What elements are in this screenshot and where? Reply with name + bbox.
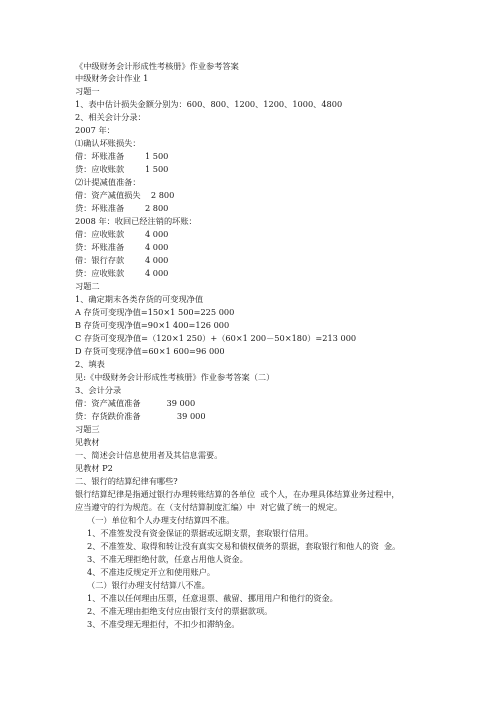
- subsection-heading: （二）银行办理支付结算八不准。: [87, 580, 210, 590]
- journal-entry: 贷：应收账款 1 500: [75, 164, 169, 174]
- formula-line: D 存货可变现净值=60×1 600=96 000: [75, 346, 225, 356]
- list-item: 3、不准受理无理拒付，不扣少扣滞纳金。: [87, 619, 240, 629]
- journal-entry: 借：应收账款 4 000: [75, 229, 169, 239]
- text-line: ⑵计提减值准备：: [75, 177, 141, 187]
- formula-line: B 存货可变现净值=90×1 400=126 000: [75, 320, 230, 330]
- journal-entry: 借：资产减值准备 39 000: [75, 398, 196, 408]
- text-line: 1、表中估计损失金额分别为：600、800、1200、1200、1000、4800: [75, 99, 343, 109]
- text-line: ⑴确认坏账损失：: [75, 138, 141, 148]
- text-line: 2008 年：收回已经注销的坏账：: [75, 216, 197, 226]
- exercise-heading: 习题二: [75, 281, 100, 291]
- journal-entry: 贷：坏账准备 2 800: [75, 203, 169, 213]
- formula-line: A 存货可变现净值=150×1 500=225 000: [75, 307, 235, 317]
- text-line: 见教材 P2: [75, 463, 113, 473]
- question-heading: 一、简述会计信息使用者及其信息需要。: [75, 450, 223, 460]
- exercise-heading: 习题一: [75, 86, 100, 96]
- text-line: 2、相关会计分录：: [75, 112, 146, 122]
- list-item: 1、不准以任何理由压票，任意退票、截留、挪用用户和他行的资金。: [87, 593, 338, 603]
- journal-entry: 贷：存货跌价准备 39 000: [75, 411, 206, 421]
- text-line: 见教材: [75, 437, 100, 447]
- subsection-heading: （一）单位和个人办理支付结算四不准。: [87, 515, 235, 525]
- paragraph-line: 应当遵守的行为规范。在（支付结算制度汇编）中 对它做了统一的规定。: [75, 502, 343, 512]
- assignment-heading: 中级财务会计作业 1: [75, 73, 149, 83]
- paragraph-line: 银行结算纪律是指通过银行办理转账结算的各单位 或个人，在办理具体结算业务过程中，: [75, 489, 400, 499]
- text-line: 2、填表: [75, 359, 105, 369]
- journal-entry: 借：坏账准备 1 500: [75, 151, 169, 161]
- journal-entry: 贷：应收账款 4 000: [75, 268, 169, 278]
- list-item: 2、不准无理由拒绝支付应由银行支付的票据款项。: [87, 606, 273, 616]
- list-item: 4、不准违反规定开立和使用账户。: [87, 567, 216, 577]
- list-item: 1、不准签发没有资金保证的票据或远期支票，套取银行信用。: [87, 528, 314, 538]
- journal-entry: 借：资产减值损失 2 800: [75, 190, 175, 200]
- text-line: 2007 年：: [75, 125, 115, 135]
- formula-line: C 存货可变现净值=（120×1 250）+（60×1 200－50×180）=213 000: [75, 333, 357, 343]
- text-line: 1、确定期末各类存货的可变现净值: [75, 294, 204, 304]
- exercise-heading: 习题三: [75, 424, 100, 434]
- list-item: 2、不准签发、取得和转让没有真实交易和债权债务的票据，套取银行和他人的资 金。: [87, 541, 401, 551]
- text-line: 见:《中级财务会计形成性考核册》作业参考答案（二）: [75, 372, 275, 382]
- text-line: 3、会计分录: [75, 385, 122, 395]
- list-item: 3、不准无理拒绝付款，任意占用他人资金。: [87, 554, 248, 564]
- journal-entry: 借：银行存款 4 000: [75, 255, 169, 265]
- doc-title: 《中级财务会计形成性考核册》作业参考答案: [75, 61, 239, 71]
- question-heading: 二、银行的结算纪律有哪些?: [75, 476, 178, 486]
- journal-entry: 贷：坏账准备 4 000: [75, 242, 169, 252]
